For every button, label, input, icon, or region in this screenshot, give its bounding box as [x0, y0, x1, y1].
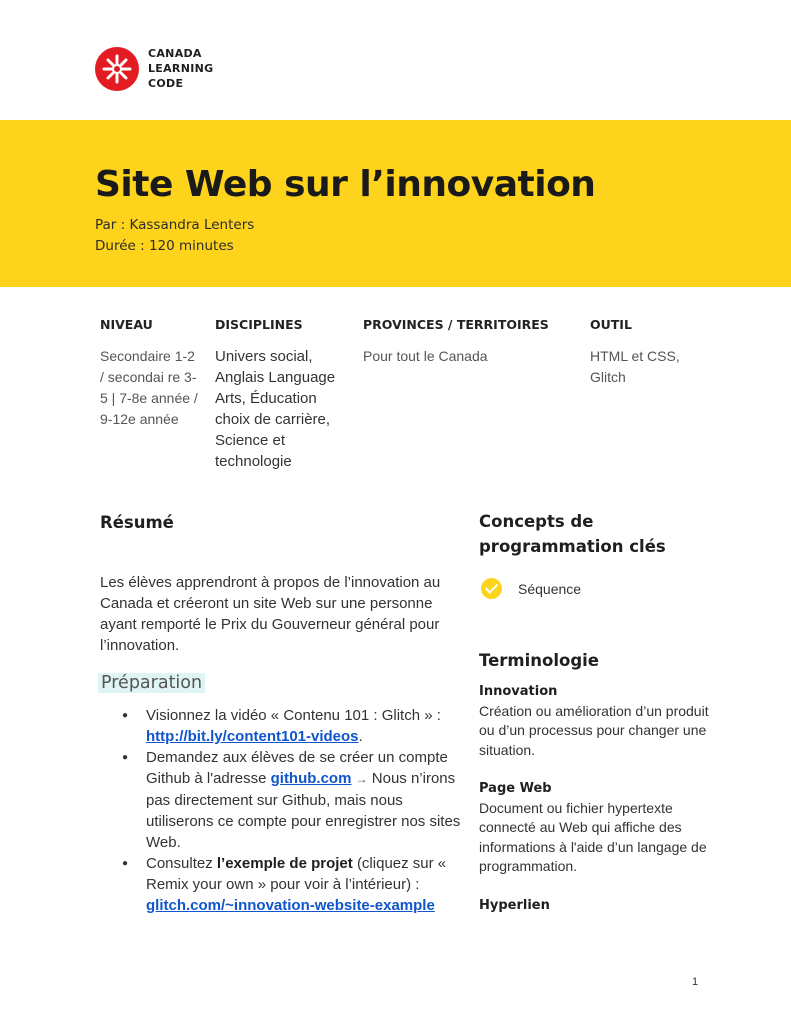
level-value: Secondaire 1-2 / secondai re 3-5 | 7-8e année / 9-12e année [100, 348, 198, 427]
page-title: Site Web sur l’innovation [95, 164, 596, 205]
tool-value: HTML et CSS, Glitch [590, 348, 680, 385]
duration: Durée : 120 minutes [95, 238, 234, 254]
disciplines-heading: DISCIPLINES [215, 317, 303, 332]
author: Par : Kassandra Lenters [95, 217, 255, 233]
provinces-heading: PROVINCES / TERRITOIRES [363, 317, 549, 332]
summary-text: Les élèves apprendront à propos de l’innovation au Canada et créeront un site Web sur une personne ayant remporté le Prix du Gouverneur général pour l’innovation. [100, 574, 441, 654]
term-innovation [479, 682, 709, 760]
concept-item [481, 578, 581, 599]
list-item [122, 853, 472, 916]
list-item [122, 705, 472, 747]
provinces-value: Pour tout le Canada [363, 348, 488, 364]
list-item-text: (cliquez sur « Remix your own » pour voir à l’intérieur) : [146, 855, 447, 893]
list-item-text: Visionnez la vidéo « Contenu 101 : Glitch » : [146, 707, 441, 724]
content101-link[interactable]: http://bit.ly/content101-videos [146, 728, 359, 745]
list-item-text: Demandez aux élèves de se créer un compte Github à l'adresse [146, 749, 448, 787]
term-name: Hyperlien [479, 898, 550, 913]
list-item [122, 747, 472, 853]
page-number: 1 [692, 976, 699, 988]
disciplines-value: Univers social, Anglais Language Arts, Éducation choix de carrière, Science et technologie [215, 348, 336, 470]
concepts-heading: Concepts de programmation clés [479, 512, 666, 556]
github-link[interactable]: github.com [270, 770, 352, 787]
logo-line-2: LEARNING [148, 62, 214, 75]
checkmark-icon [481, 578, 502, 599]
logo-line-3: CODE [148, 77, 184, 90]
canada-learning-code-logo-icon [95, 47, 139, 91]
terminology-heading: Terminologie [479, 651, 599, 670]
term-name: Innovation [479, 684, 558, 699]
list-item-text: . [358, 728, 363, 745]
preparation-heading: Préparation [98, 673, 205, 693]
concept-label: Séquence [518, 580, 582, 597]
term-definition: Document ou fichier hypertexte connecté au Web qui affiche des informations à l'aide d’un langage de programmation. [479, 799, 707, 874]
list-item-text: Nous n’irons pas directement sur Github, mais nous utiliserons ce compte pour enregistrer nos sites Web. [146, 770, 461, 851]
logo-wordmark [148, 46, 213, 91]
list-item-text: Consultez [146, 855, 213, 872]
term-name: Page Web [479, 781, 552, 796]
logo [95, 46, 213, 91]
glitch-example-link[interactable]: glitch.com/~innovation-website-example [146, 897, 435, 914]
example-project-label: l’exemple de projet [216, 855, 353, 872]
arrow-right-icon: → [355, 772, 368, 786]
logo-line-1: CANADA [148, 47, 202, 60]
term-definition: Création ou amélioration d’un produit ou d’un processus pour changer une situation. [479, 702, 709, 758]
preparation-list [122, 705, 472, 916]
byline [95, 215, 254, 257]
term-hyperlien [479, 896, 709, 916]
level-heading: NIVEAU [100, 317, 153, 332]
term-page-web [479, 779, 709, 877]
tool-heading: OUTIL [590, 317, 632, 332]
summary-heading: Résumé [100, 513, 174, 532]
